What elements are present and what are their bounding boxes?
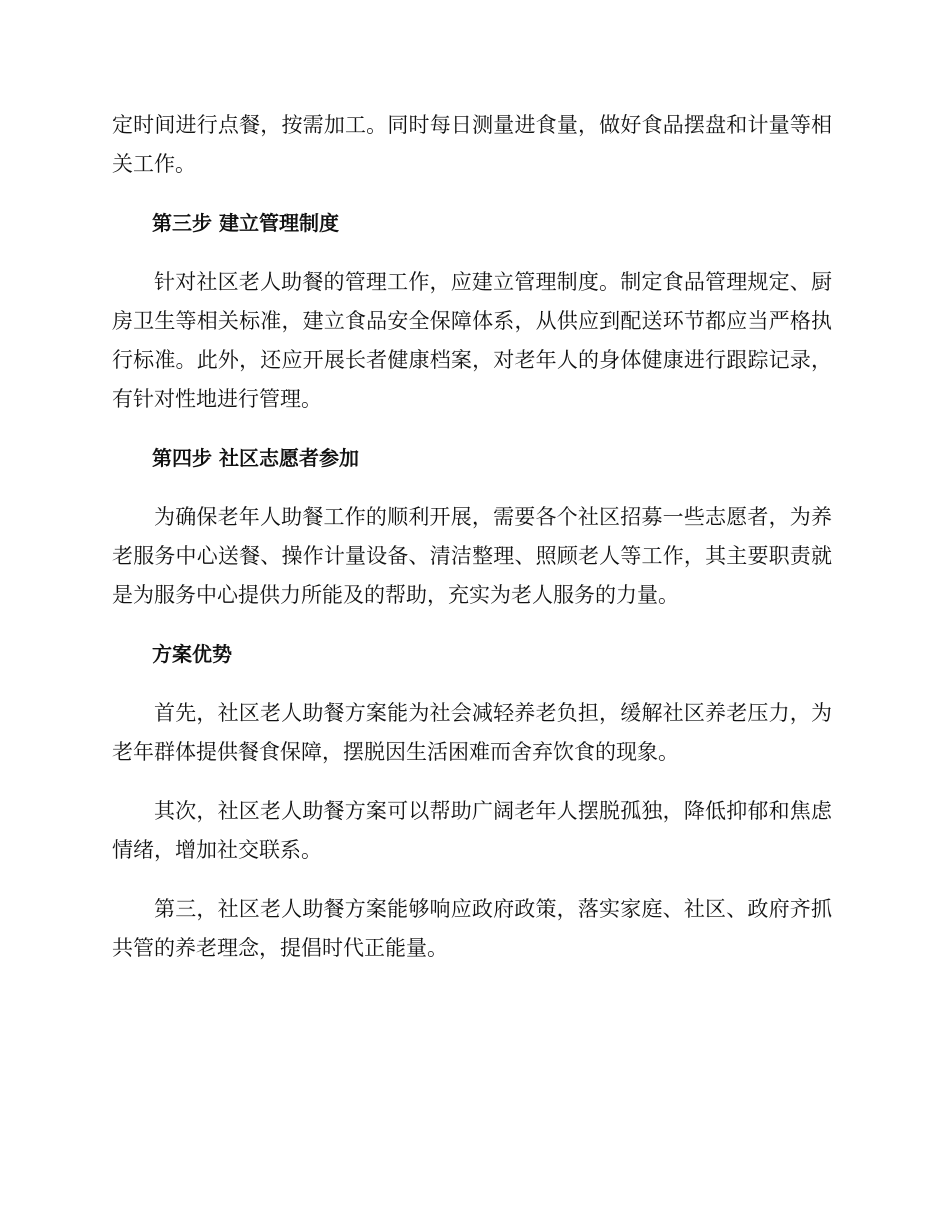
section-heading-step-three: 第三步 建立管理制度 xyxy=(152,211,339,235)
paragraph-continued: 定时间进行点餐，按需加工。同时每日测量进食量，做好食品摆盘和计量等相关工作。 xyxy=(112,113,832,176)
paragraph-advantage-first: 首先，社区老人助餐方案能为社会减轻养老负担，缓解社区养老压力，为老年群体提供餐食保障，摆脱因生活困难而舍弃饮食的现象。 xyxy=(112,701,832,764)
paragraph-advantage-third: 第三，社区老人助餐方案能够响应政府政策，落实家庭、社区、政府齐抓共管的养老理念，提倡时代正能量。 xyxy=(112,897,832,960)
section-heading-advantages: 方案优势 xyxy=(152,642,232,666)
paragraph-advantage-second: 其次，社区老人助餐方案可以帮助广阔老年人摆脱孤独，降低抑郁和焦虑情绪，增加社交联系。 xyxy=(112,799,832,862)
paragraph-management-system: 针对社区老人助餐的管理工作，应建立管理制度。制定食品管理规定、厨房卫生等相关标准，建立食品安全保障体系，从供应到配送环节都应当严格执行标准。此外，还应开展长者健康档案，对老年人的身体健康进行跟踪记录，有针对性地进行管理。 xyxy=(112,270,832,411)
document-body xyxy=(112,106,832,988)
paragraph-volunteers: 为确保老年人助餐工作的顺利开展，需要各个社区招募一些志愿者，为养老服务中心送餐、操作计量设备、清洁整理、照顾老人等工作，其主要职责就是为服务中心提供力所能及的帮助，充实为老人服务的力量。 xyxy=(112,505,832,607)
section-heading-step-four: 第四步 社区志愿者参加 xyxy=(152,446,359,470)
